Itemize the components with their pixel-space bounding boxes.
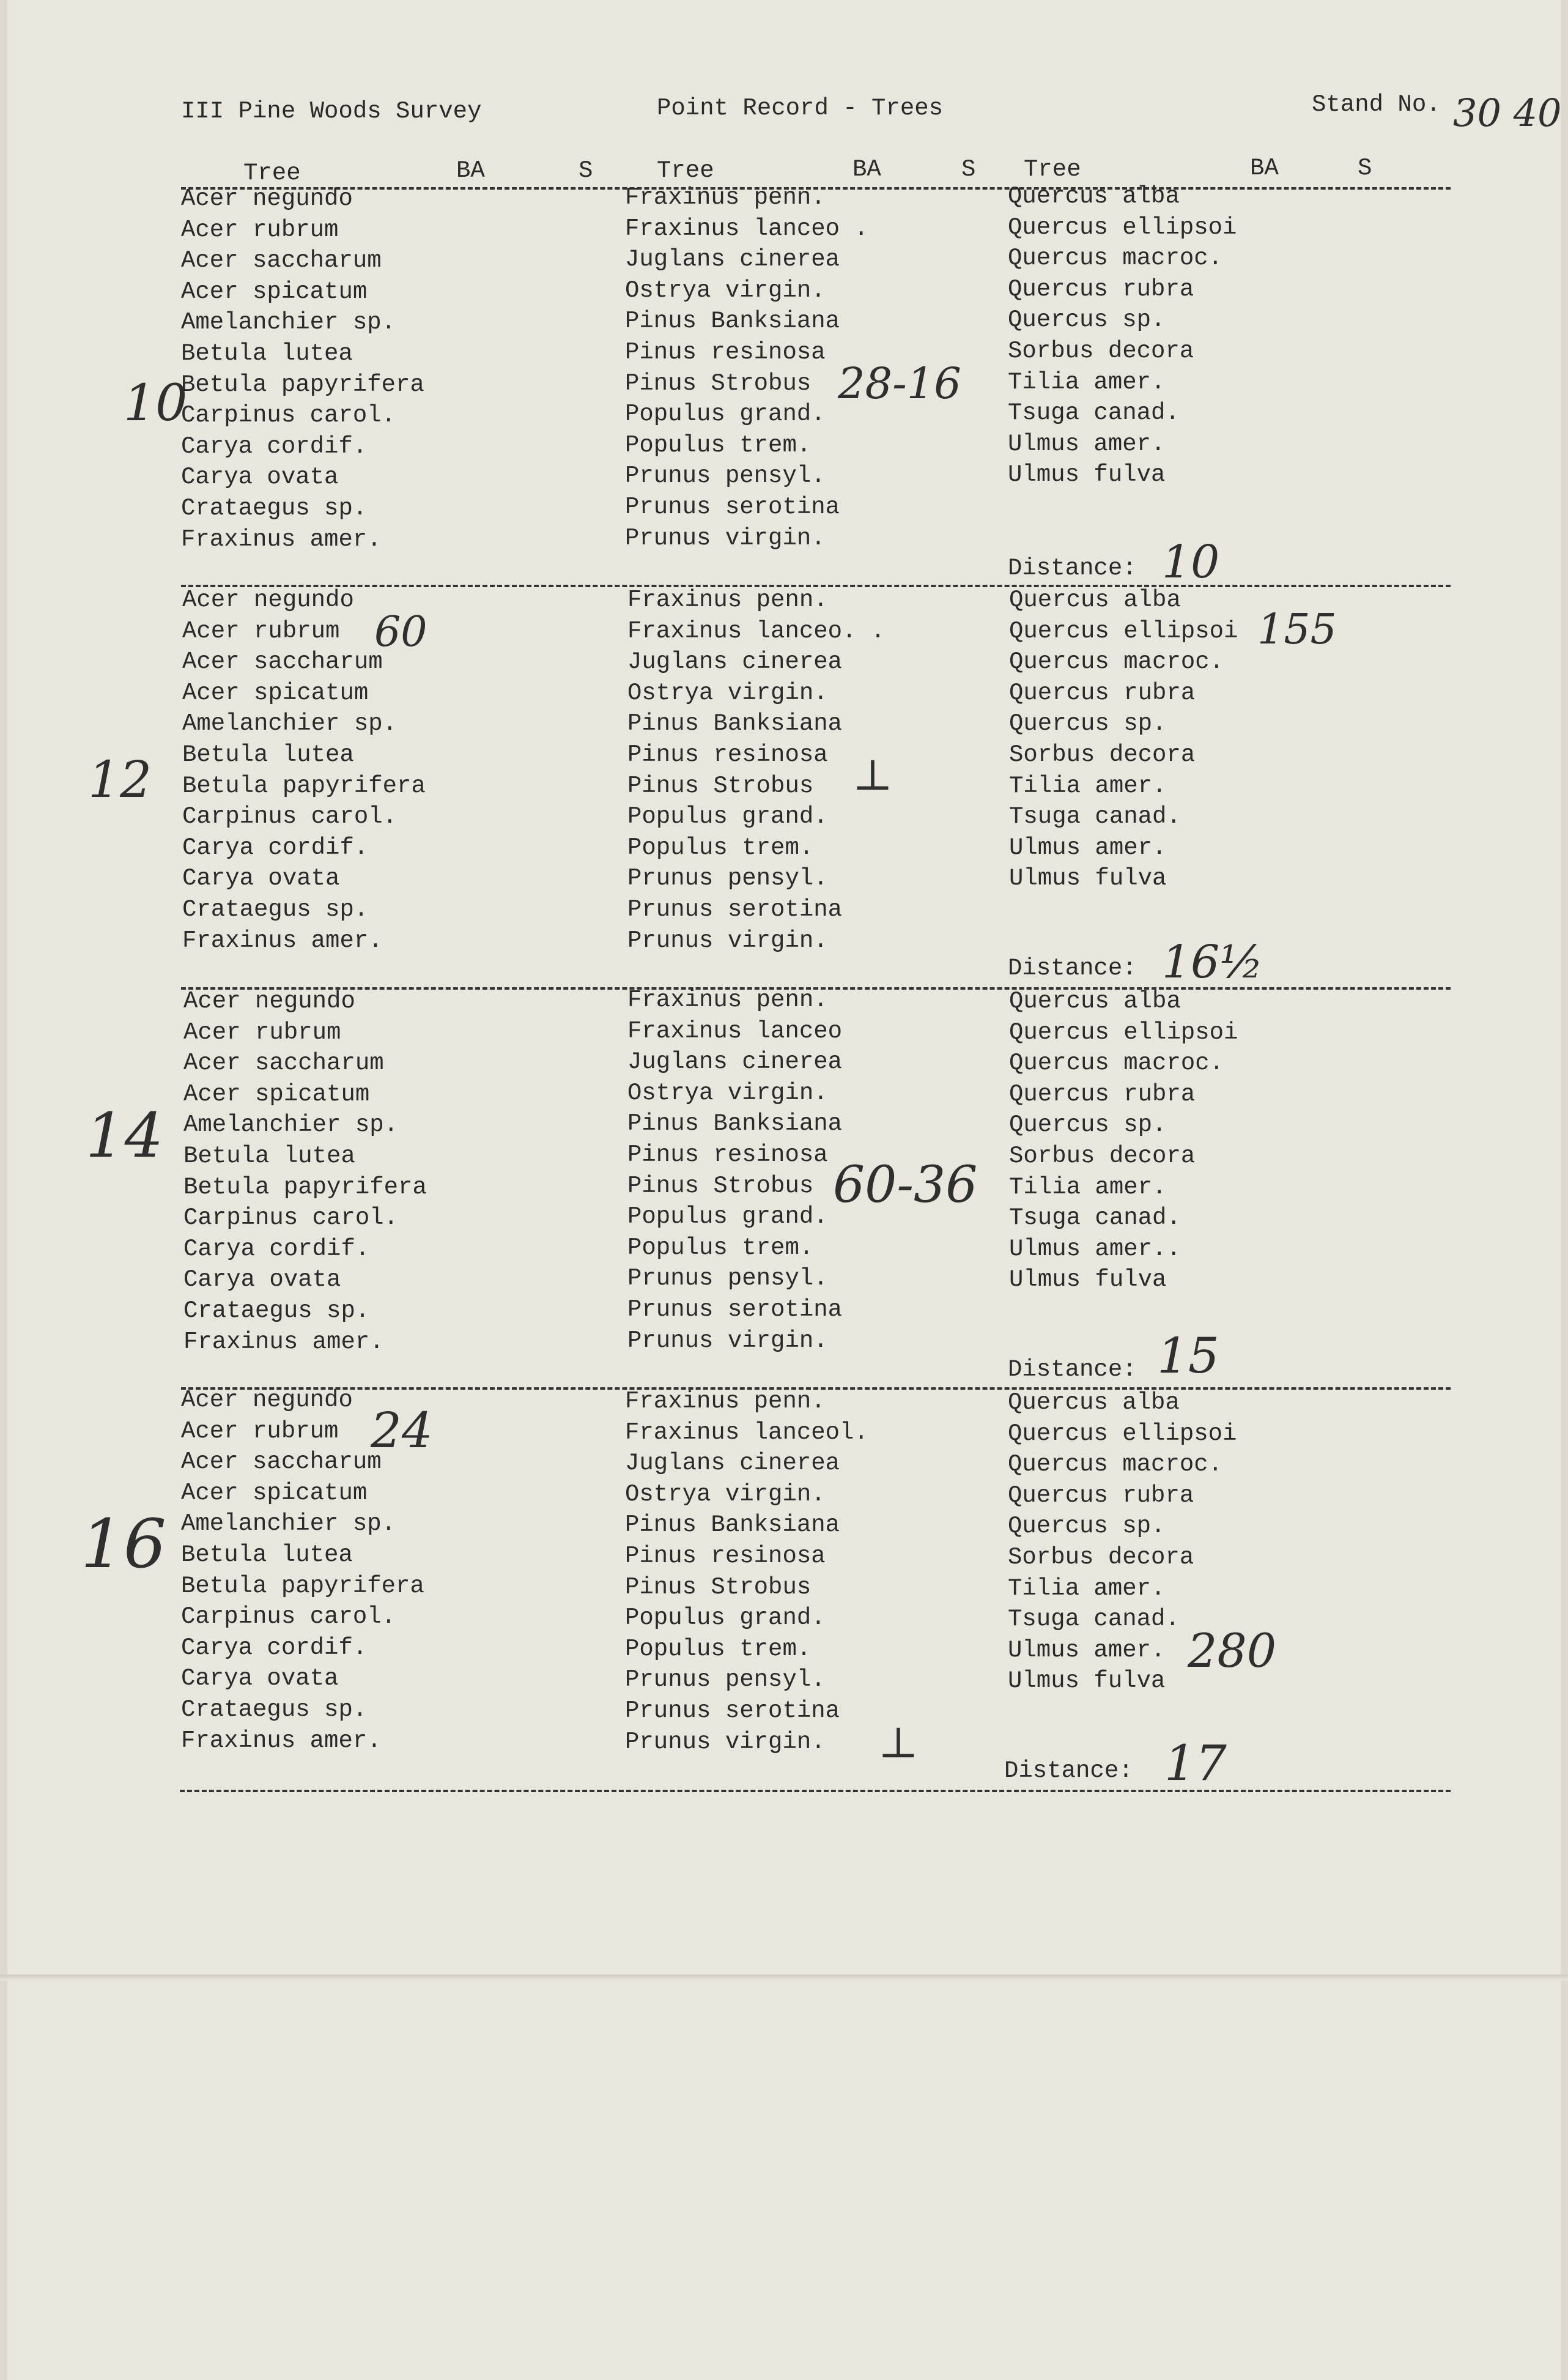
- col2-species-list: [627, 985, 842, 1356]
- species-item: Populus trem.: [627, 1234, 814, 1261]
- species-item: Fraxinus amer.: [183, 1328, 384, 1355]
- col3-tree-header: Tree: [1024, 156, 1081, 183]
- col2-species-list: [625, 1386, 868, 1757]
- species-item: Quercus rubra: [1008, 275, 1194, 303]
- handwritten-note: 60: [374, 608, 427, 656]
- species-item: Acer saccharum: [181, 247, 382, 275]
- species-item: Ulmus fulva: [1009, 865, 1167, 892]
- species-item: Sorbus decora: [1008, 337, 1194, 365]
- species-item: Carya ovata: [181, 464, 339, 491]
- species-item: Prunus serotina: [625, 1697, 840, 1724]
- species-item: Sorbus decora: [1008, 1543, 1194, 1571]
- species-item: Fraxinus lanceo. .: [627, 617, 886, 645]
- species-item: Betula papyrifera: [181, 371, 424, 398]
- species-item: Betula lutea: [183, 1142, 355, 1170]
- survey-title: III Pine Woods Survey: [181, 98, 482, 125]
- species-item: Betula papyrifera: [183, 1173, 427, 1201]
- species-item: Prunus pensyl.: [627, 865, 828, 892]
- col1-s-header: S: [579, 157, 593, 184]
- species-item: Tilia amer.: [1009, 1173, 1167, 1201]
- species-item: Prunus pensyl.: [625, 1666, 826, 1694]
- col2-s-header: S: [961, 156, 976, 183]
- species-item: Carya ovata: [181, 1665, 339, 1692]
- species-item: Acer spicatum: [181, 278, 368, 305]
- species-item: Fraxinus amer.: [181, 525, 382, 553]
- col3-ba-header: BA: [1250, 155, 1279, 182]
- species-item: Acer spicatum: [181, 1479, 368, 1507]
- species-item: Ulmus amer.: [1008, 430, 1166, 458]
- species-item: Quercus rubra: [1009, 1080, 1196, 1108]
- species-item: Crataegus sp.: [182, 895, 369, 923]
- species-item: Fraxinus penn.: [627, 587, 828, 614]
- species-item: Quercus sp.: [1009, 1111, 1167, 1139]
- col2-species-list: [625, 182, 868, 554]
- species-item: Pinus Banksiana: [627, 1110, 843, 1138]
- species-item: Pinus Strobus: [625, 1573, 812, 1601]
- species-item: Pinus resinosa: [625, 338, 826, 366]
- species-item: Pinus resinosa: [627, 1141, 828, 1168]
- species-item: Tilia amer.: [1008, 368, 1166, 396]
- species-item: Tsuga canad.: [1009, 803, 1181, 831]
- distance-label: Distance:: [1004, 1757, 1133, 1784]
- paper-fold: [0, 1974, 1568, 1981]
- species-item: Ulmus amer..: [1009, 1235, 1181, 1262]
- record-title: Point Record - Trees: [657, 95, 944, 122]
- species-item: Prunus virgin.: [625, 1728, 826, 1755]
- species-item: Ulmus fulva: [1008, 461, 1166, 489]
- species-item: Betula papyrifera: [182, 772, 426, 799]
- distance-value: 17: [1164, 1735, 1227, 1792]
- species-item: Quercus alba: [1009, 988, 1181, 1015]
- species-item: Ostrya virgin.: [625, 276, 826, 304]
- species-item: Prunus virgin.: [627, 927, 828, 954]
- handwritten-check: ⊥: [878, 1718, 919, 1768]
- species-item: Acer rubrum: [183, 1018, 341, 1046]
- species-item: Betula papyrifera: [181, 1572, 424, 1600]
- species-item: Populus trem.: [625, 1635, 812, 1663]
- species-item: Quercus macroc.: [1009, 1050, 1224, 1077]
- species-item: Prunus pensyl.: [627, 1265, 828, 1292]
- distance-label: Distance:: [1008, 1356, 1137, 1383]
- species-item: Carpinus carol.: [182, 803, 398, 831]
- species-item: Quercus macroc.: [1009, 648, 1224, 676]
- species-item: Tsuga canad.: [1009, 1204, 1181, 1232]
- species-item: Pinus resinosa: [627, 741, 828, 768]
- col1-species-list: [183, 986, 427, 1357]
- species-item: Populus trem.: [627, 834, 814, 861]
- species-item: Quercus sp.: [1008, 1513, 1166, 1540]
- species-item: Acer negundo: [181, 185, 353, 212]
- species-item: Populus grand.: [627, 803, 828, 831]
- handwritten-note: 28-16: [838, 358, 961, 409]
- species-item: Ulmus amer.: [1008, 1636, 1166, 1664]
- species-item: Acer saccharum: [182, 648, 383, 676]
- species-item: Prunus pensyl.: [625, 462, 826, 490]
- species-item: Ulmus fulva: [1008, 1667, 1166, 1695]
- species-item: Acer rubrum: [181, 216, 339, 243]
- species-item: Acer spicatum: [183, 1080, 370, 1108]
- species-item: Pinus Banksiana: [625, 1511, 840, 1539]
- species-item: Pinus Banksiana: [625, 308, 840, 335]
- species-item: Crataegus sp.: [181, 1696, 368, 1723]
- species-item: Quercus macroc.: [1008, 245, 1223, 272]
- species-item: Acer spicatum: [182, 679, 369, 706]
- species-item: Juglans cinerea: [627, 1048, 843, 1076]
- species-item: Pinus resinosa: [625, 1542, 826, 1570]
- species-item: Fraxinus lanceo: [627, 1017, 843, 1045]
- col1-ba-header: BA: [456, 157, 485, 184]
- col3-species-list: [1009, 986, 1238, 1296]
- species-item: Sorbus decora: [1009, 741, 1196, 768]
- handwritten-check: ⊥: [852, 750, 893, 800]
- distance-label: Distance:: [1008, 555, 1137, 582]
- species-item: Quercus alba: [1008, 183, 1180, 210]
- distance-label: Distance:: [1008, 955, 1137, 982]
- species-item: Carya cordif.: [181, 432, 368, 460]
- species-item: Acer negundo: [182, 587, 354, 614]
- species-item: Quercus ellipsoi: [1008, 1420, 1237, 1447]
- species-item: Carya ovata: [182, 865, 340, 892]
- handwritten-note: 24: [371, 1402, 433, 1459]
- species-item: Amelanchier sp.: [183, 1111, 399, 1139]
- species-item: Tsuga canad.: [1008, 1606, 1180, 1633]
- species-item: Pinus Strobus: [627, 772, 814, 799]
- species-item: Quercus ellipsoi: [1009, 617, 1238, 645]
- species-item: Carya ovata: [183, 1266, 341, 1294]
- point-number: 14: [86, 1100, 164, 1171]
- species-item: Quercus alba: [1009, 587, 1181, 614]
- species-item: Populus grand.: [627, 1203, 828, 1231]
- species-item: Pinus Strobus: [627, 1172, 814, 1199]
- species-item: Carpinus carol.: [183, 1204, 399, 1232]
- stand-number: 30 40: [1453, 91, 1562, 135]
- species-item: Fraxinus penn.: [627, 987, 828, 1014]
- species-item: Juglans cinerea: [625, 246, 840, 273]
- species-item: Betula lutea: [181, 339, 353, 367]
- handwritten-note: 60-36: [833, 1156, 978, 1214]
- species-item: Quercus rubra: [1009, 679, 1196, 706]
- species-item: Quercus macroc.: [1008, 1451, 1223, 1478]
- species-item: Quercus sp.: [1009, 710, 1167, 738]
- species-item: Amelanchier sp.: [181, 1510, 396, 1538]
- species-item: Pinus Strobus: [625, 369, 812, 397]
- stand-label: Stand No.: [1312, 91, 1441, 118]
- species-item: Acer negundo: [183, 988, 355, 1015]
- handwritten-note: 155: [1257, 606, 1337, 654]
- species-item: Carpinus carol.: [181, 402, 396, 429]
- species-item: Ostrya virgin.: [627, 1079, 828, 1107]
- species-item: Amelanchier sp.: [181, 309, 396, 336]
- distance-value: 16½: [1162, 936, 1263, 988]
- distance-value: 10: [1162, 536, 1220, 588]
- species-item: Ulmus fulva: [1009, 1266, 1167, 1294]
- species-item: Fraxinus lanceo .: [625, 215, 868, 242]
- species-item: Acer rubrum: [181, 1417, 339, 1445]
- species-item: Crataegus sp.: [183, 1297, 370, 1324]
- species-item: Amelanchier sp.: [182, 710, 398, 738]
- species-item: Quercus alba: [1008, 1389, 1180, 1416]
- species-item: Populus trem.: [625, 431, 812, 459]
- species-item: Carpinus carol.: [181, 1603, 396, 1631]
- species-item: Fraxinus lanceol.: [625, 1418, 868, 1446]
- handwritten-note: 280: [1188, 1623, 1277, 1678]
- species-item: Ostrya virgin.: [627, 679, 828, 706]
- species-item: Prunus virgin.: [625, 524, 826, 552]
- species-item: Prunus serotina: [627, 1296, 843, 1323]
- species-item: Juglans cinerea: [625, 1450, 840, 1477]
- species-item: Acer saccharum: [183, 1050, 384, 1077]
- species-item: Carya cordif.: [183, 1235, 370, 1262]
- species-item: Prunus serotina: [627, 895, 843, 923]
- species-item: Ostrya virgin.: [625, 1480, 826, 1508]
- species-item: Prunus virgin.: [627, 1327, 828, 1354]
- species-item: Ulmus amer.: [1009, 834, 1167, 861]
- species-item: Acer rubrum: [182, 617, 340, 645]
- species-item: Betula lutea: [181, 1541, 353, 1568]
- point-number: 16: [81, 1505, 166, 1583]
- species-item: Acer negundo: [181, 1387, 353, 1414]
- col3-s-header: S: [1358, 155, 1372, 182]
- species-item: Populus grand.: [625, 401, 826, 428]
- species-item: Quercus ellipsoi: [1008, 213, 1237, 241]
- col2-ba-header: BA: [852, 156, 881, 183]
- col3-species-list: [1009, 585, 1238, 894]
- col2-species-list: [627, 585, 885, 956]
- species-item: Betula lutea: [182, 741, 354, 768]
- col2-tree-header: Tree: [657, 157, 714, 184]
- species-item: Tsuga canad.: [1008, 399, 1180, 427]
- col1-species-list: [181, 184, 424, 555]
- col1-tree-header: Tree: [243, 160, 301, 187]
- species-item: Tilia amer.: [1008, 1574, 1166, 1602]
- col3-species-list: [1008, 181, 1237, 491]
- species-item: Prunus serotina: [625, 493, 840, 521]
- species-item: Fraxinus amer.: [182, 927, 383, 954]
- species-item: Tilia amer.: [1009, 772, 1167, 799]
- species-item: Juglans cinerea: [627, 648, 843, 676]
- species-item: Fraxinus penn.: [625, 184, 826, 211]
- species-item: Pinus Banksiana: [627, 710, 843, 738]
- species-item: Populus grand.: [625, 1604, 826, 1632]
- species-item: Quercus sp.: [1008, 306, 1166, 334]
- point-number: 12: [88, 751, 152, 809]
- species-item: Acer saccharum: [181, 1448, 382, 1476]
- species-item: Crataegus sp.: [181, 494, 368, 522]
- species-item: Fraxinus penn.: [625, 1388, 826, 1415]
- point-number: 10: [124, 374, 188, 432]
- species-item: Fraxinus amer.: [181, 1727, 382, 1754]
- species-item: Carya cordif.: [181, 1634, 368, 1661]
- species-item: Sorbus decora: [1009, 1142, 1196, 1170]
- species-item: Carya cordif.: [182, 834, 369, 861]
- species-item: Quercus rubra: [1008, 1481, 1194, 1509]
- distance-value: 15: [1157, 1327, 1219, 1384]
- species-item: Quercus ellipsoi: [1009, 1018, 1238, 1046]
- section-divider: [180, 1790, 1451, 1792]
